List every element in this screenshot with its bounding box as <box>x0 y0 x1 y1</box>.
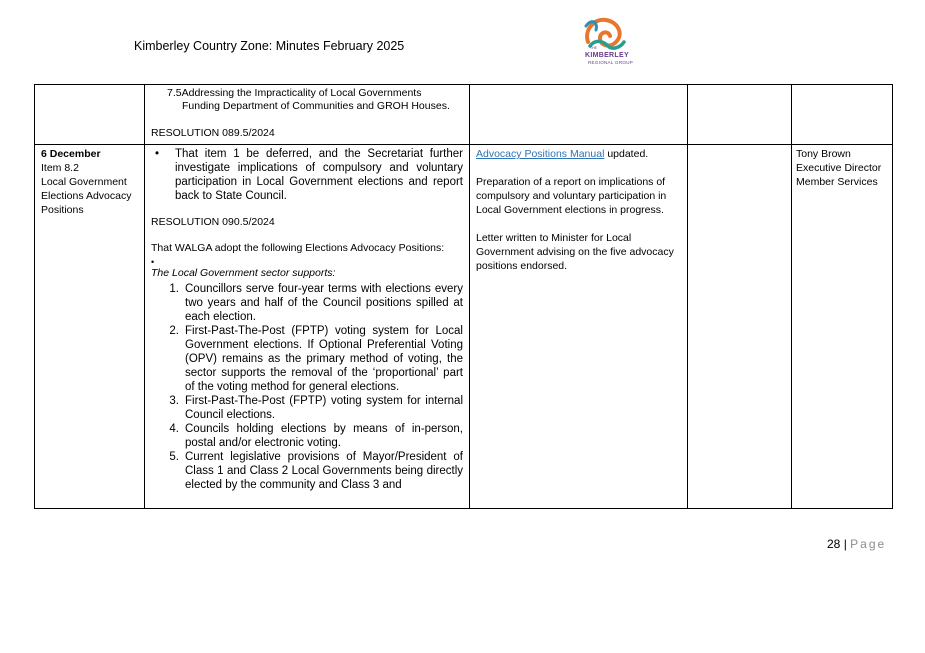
date-cell <box>35 145 145 509</box>
item-title-line: Local Government <box>41 176 127 188</box>
logo-text-regional-group: REGIONAL GROUP <box>588 60 634 65</box>
list-item: 3. First-Past-The-Post (FPTP) voting system for internal Council elections. <box>169 395 463 421</box>
page-separator: | <box>840 537 851 551</box>
list-item: 1. Councillors serve four-year terms with elections every two years and half of the Council positions spilled at each election. <box>169 283 463 323</box>
empty-cell <box>688 145 792 509</box>
date-cell <box>35 85 145 145</box>
table-row <box>35 145 893 509</box>
item-title-line: Elections Advocacy <box>41 190 132 202</box>
responsible-cell <box>792 85 893 145</box>
prev-item-line2: Funding Department of Communities and GROH Houses. <box>182 100 450 112</box>
responsible-dept: Member Services <box>796 176 878 188</box>
advocacy-positions-manual-link[interactable]: Advocacy Positions Manual <box>476 148 605 160</box>
list-item: 5. Current legislative provisions of Mayor/President of Class 1 and Class 2 Local Governments being directly elected by the community and Class 3 and <box>169 451 463 491</box>
status-letter: Letter written to Minister for Local Government advising on the five advocacy positions endorsed. <box>476 232 674 272</box>
page-word: Page <box>850 537 887 551</box>
page-number: 28 <box>827 537 841 551</box>
item-cell <box>145 85 470 145</box>
deferral-bullet <box>151 147 463 203</box>
logo-text-kimberley: KIMBERLEY <box>585 52 629 59</box>
status-update <box>476 147 681 161</box>
table-row <box>35 85 893 145</box>
prev-item-line1: 7.5Addressing the Impracticality of Local Governments <box>167 87 422 99</box>
status-report-progress: Preparation of a report on implications of compulsory and voluntary participation in Local Government elections in progress. <box>476 176 667 216</box>
responsible-cell <box>792 145 893 509</box>
item-cell <box>145 145 470 509</box>
minutes-table <box>34 84 893 509</box>
page-number-footer <box>827 537 886 551</box>
responsible-role: Executive Director <box>796 162 882 174</box>
meeting-date: 6 December <box>41 148 101 160</box>
status-cell <box>470 145 688 509</box>
item-number: Item 8.2 <box>41 162 79 174</box>
sector-intro: The Local Government sector supports: <box>151 267 336 279</box>
item-title-line: Positions <box>41 204 84 216</box>
document-header-title: Kimberley Country Zone: Minutes February 2025 <box>134 39 405 53</box>
main-resolution: RESOLUTION 090.5/2024 <box>151 216 275 228</box>
responsible-name: Tony Brown <box>796 148 851 160</box>
list-item: 4. Councils holding elections by means of in-person, postal and/or electronic voting. <box>169 423 463 449</box>
empty-cell <box>688 85 792 145</box>
bullet-icon: • <box>155 148 160 160</box>
lone-bullet: • <box>151 257 155 267</box>
deferral-text: That item 1 be deferred, and the Secretariat further investigate implications of compulsory and voluntary participation in Local Government elections and report back to State Council. <box>175 148 463 202</box>
list-item: 2. First-Past-The-Post (FPTP) voting system for Local Government elections. If Optional Preferential Voting (OPV) remains as the primary method of voting, the sector supports the removal of the ‘proportional’ part of the voting method for general elections. <box>169 325 463 393</box>
adopt-text: That WALGA adopt the following Elections Advocacy Positions: <box>151 242 445 254</box>
status-cell <box>470 85 688 145</box>
advocacy-positions-list <box>151 282 463 492</box>
status-update-suffix: updated. <box>604 148 649 160</box>
logo-text-the: THE <box>590 46 597 50</box>
prev-resolution: RESOLUTION 089.5/2024 <box>151 127 275 139</box>
